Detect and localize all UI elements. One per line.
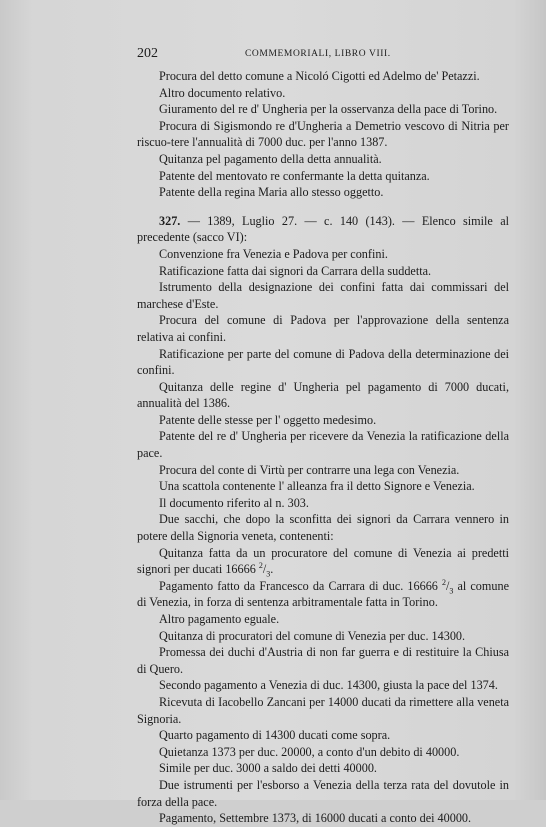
- list-item: Quitanza di procuratori del comune di Venezia per duc. 14300.: [159, 628, 466, 643]
- entry-text: — 1389, Luglio 27. — c. 140 (143). — Elenco simile al precedente (sacco VI):: [137, 213, 509, 245]
- list-item: Patente del mentovato re confermante la detta quitanza.: [159, 168, 430, 183]
- list-item: Patente delle stesse per l' oggetto medesimo.: [159, 412, 377, 427]
- list-item: Procura di Sigismondo re d'Ungheria a Demetrio vescovo di Nitria per riscuo-tere l'annualità di 7000 duc. per l'anno 1387.: [137, 118, 509, 150]
- list-item: Ricevuta di Iacobello Zancani per 14000 ducati da rimettere alla veneta Signoria.: [137, 694, 509, 726]
- fraction-denominator: 3: [449, 586, 454, 596]
- running-title: COMMEMORIALI, LIBRO VIII.: [245, 49, 391, 59]
- list-item: Procura del comune di Padova per l'approvazione della sentenza relativa ai confini.: [137, 313, 509, 344]
- list-item: Giuramento del re d' Ungheria per la osservanza della pace di Torino.: [159, 102, 498, 117]
- list-item: [137, 545, 509, 578]
- list-item: Due sacchi, che dopo la sconfitta dei signori da Carrara vennero in potere della Signoria veneta, contenenti:: [137, 512, 509, 544]
- list-item: Il documento riferito al n. 303.: [159, 495, 309, 510]
- list-item: Due istrumenti per l'esborso a Venezia della terza rata del dovutole in forza della pace.: [137, 777, 509, 809]
- list-item: Patente del re d' Ungheria per ricevere da Venezia la ratificazione della pace.: [137, 429, 509, 461]
- fraction-numerator: 2: [442, 577, 446, 587]
- page-header: [0, 46, 546, 64]
- list-item: Quitanza pel pagamento della detta annualità.: [159, 151, 382, 166]
- quitanza-text: Quitanza fatta da un procuratore del comune di Venezia ai predetti signori per ducati 16666: [137, 545, 509, 577]
- list-item: Simile per duc. 3000 a saldo dei detti 40000.: [159, 761, 377, 776]
- list-item: Ratificazione per parte del comune di Padova della determinazione dei confini.: [137, 346, 509, 378]
- fraction-slash: /: [446, 578, 450, 593]
- list-item: Procura del conte di Virtù per contrarre una lega con Venezia.: [159, 462, 460, 477]
- list-item: Altro documento relativo.: [159, 85, 286, 100]
- fraction-slash: /: [262, 562, 267, 577]
- entry-heading: [137, 213, 509, 246]
- list-item: Quietanza 1373 per duc. 20000, a conto d'un debito di 40000.: [159, 744, 460, 759]
- pagamento-text-a: Pagamento fatto da Francesco da Carrara di duc. 16666: [159, 578, 442, 593]
- list-item: Ratificazione fatta dai signori da Carrara della suddetta.: [159, 263, 432, 278]
- list-item: Promessa dei duchi d'Austria di non far guerra e di restituire la Chiusa di Quero.: [137, 645, 509, 676]
- fraction-denominator: 3: [266, 569, 271, 579]
- page-body: [137, 66, 509, 827]
- list-item: Convenzione fra Venezia e Padova per confini.: [159, 246, 388, 261]
- pagamento-text-b: al comune di Venezia, in forza di sentenza arbitramentale fatta in Torino.: [137, 578, 509, 610]
- list-item: Quitanza delle regine d' Ungheria pel pagamento di 7000 ducati, annualità del 1386.: [137, 379, 509, 411]
- list-item: Istrumento della designazione dei confini fatta dai commissari del marchese d'Este.: [137, 280, 509, 311]
- list-item: Pagamento, Settembre 1373, di 16000 ducati a conto dei 40000.: [159, 811, 472, 826]
- quitanza-end: .: [270, 562, 274, 577]
- list-item: [137, 578, 509, 611]
- list-item: Una scattola contenente l' alleanza fra il detto Signore e Venezia.: [159, 479, 475, 494]
- fraction-numerator: 2: [258, 561, 263, 571]
- list-item: Patente della regina Maria allo stesso oggetto.: [159, 185, 384, 200]
- page-number: 202: [137, 46, 158, 61]
- list-item: Quarto pagamento di 14300 ducati come sopra.: [159, 728, 391, 743]
- entry-number: 327.: [159, 213, 181, 228]
- list-item: Secondo pagamento a Venezia di duc. 14300, giusta la pace del 1374.: [159, 678, 498, 693]
- list-item: Altro pagamento eguale.: [159, 612, 280, 626]
- list-item: Procura del detto comune a Nicoló Cigotti ed Adelmo de' Petazzi.: [159, 69, 480, 83]
